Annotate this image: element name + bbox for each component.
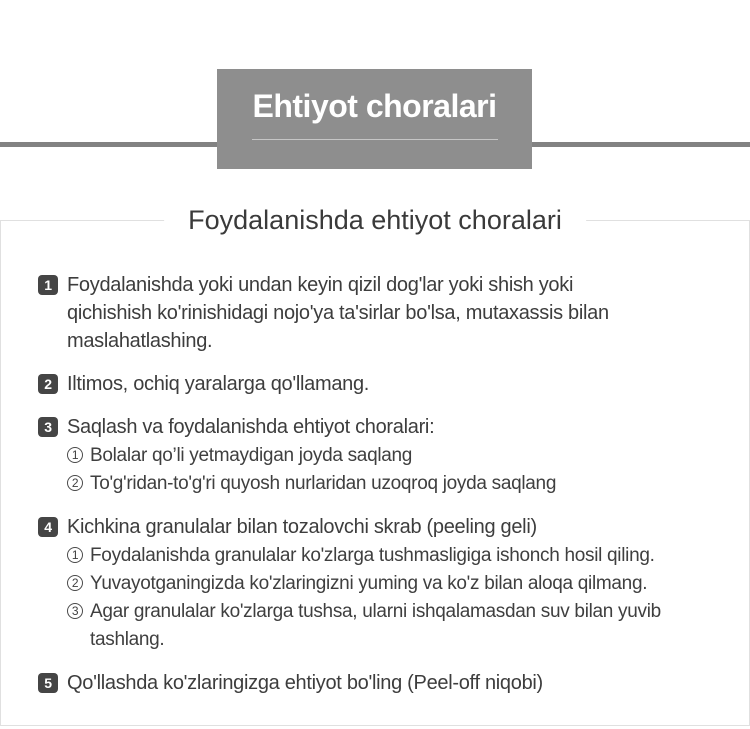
sub-text-line: Foydalanishda granulalar ko'zlarga tushmasligiga ishonch hosil qiling. (90, 545, 655, 566)
item-text-line: maslahatlashing. (67, 330, 213, 352)
item-text (67, 413, 731, 441)
banner (0, 0, 750, 220)
item-text (67, 669, 731, 697)
circled-number-icon: 3 (67, 603, 83, 619)
circled-number-icon: 1 (67, 447, 83, 463)
item-number-badge: 5 (38, 673, 58, 693)
item-number-badge: 3 (38, 417, 58, 437)
circled-number-icon: 2 (67, 575, 83, 591)
sub-text-line: Bolalar qo’li yetmaydigan joyda saqlang (90, 445, 413, 466)
sub-text-line: tashlang. (90, 629, 165, 650)
precaution-item-2 (38, 370, 731, 398)
precaution-item-5 (38, 669, 731, 697)
sub-text-line: Agar granulalar ko'zlarga tushsa, ularni ishqalamasdan suv bilan yuvib (90, 601, 661, 622)
sub-text-line: Yuvayotganingizda ko'zlaringizni yuming va ko'z bilan aloqa qilmang. (90, 573, 648, 594)
item-text (67, 513, 731, 541)
sub-item (67, 442, 731, 470)
banner-title: Ehtiyot choralari (252, 88, 497, 124)
precautions-list (1, 221, 749, 697)
precaution-item-4 (38, 513, 731, 654)
item-text (67, 370, 731, 398)
item-number-badge: 4 (38, 517, 58, 537)
item-text-line: Foydalanishda yoki undan keyin qizil dog'lar yoki shish yoki (67, 274, 574, 296)
sub-list (67, 542, 731, 654)
sub-list (67, 442, 731, 498)
sub-item (67, 542, 731, 570)
sub-item (67, 470, 731, 498)
item-text-line: Iltimos, ochiq yaralarga qo'llamang. (67, 373, 370, 395)
section-heading: Foydalanishda ehtiyot choralari (164, 201, 586, 239)
sub-item (67, 598, 731, 654)
banner-title-box (217, 69, 532, 169)
banner-title-underline (252, 139, 498, 140)
item-text (67, 271, 731, 355)
item-text-line: Qo'llashda ko'zlaringizga ehtiyot bo'ling (Peel-off niqobi) (67, 672, 543, 694)
sub-text-line: To'g'ridan-to'g'ri quyosh nurlaridan uzoqroq joyda saqlang (90, 473, 557, 494)
item-number-badge: 1 (38, 275, 58, 295)
item-number-badge: 2 (38, 374, 58, 394)
sub-item (67, 570, 731, 598)
circled-number-icon: 2 (67, 475, 83, 491)
item-text-line: Saqlash va foydalanishda ehtiyot choralari: (67, 416, 435, 438)
precaution-item-1 (38, 271, 731, 355)
item-text-line: Kichkina granulalar bilan tozalovchi skrab (peeling geli) (67, 516, 537, 538)
precaution-item-3 (38, 413, 731, 498)
precautions-section (0, 205, 750, 726)
circled-number-icon: 1 (67, 547, 83, 563)
item-text-line: qichishish ko'rinishidagi nojo'ya ta'sirlar bo'lsa, mutaxassis bilan (67, 302, 609, 324)
